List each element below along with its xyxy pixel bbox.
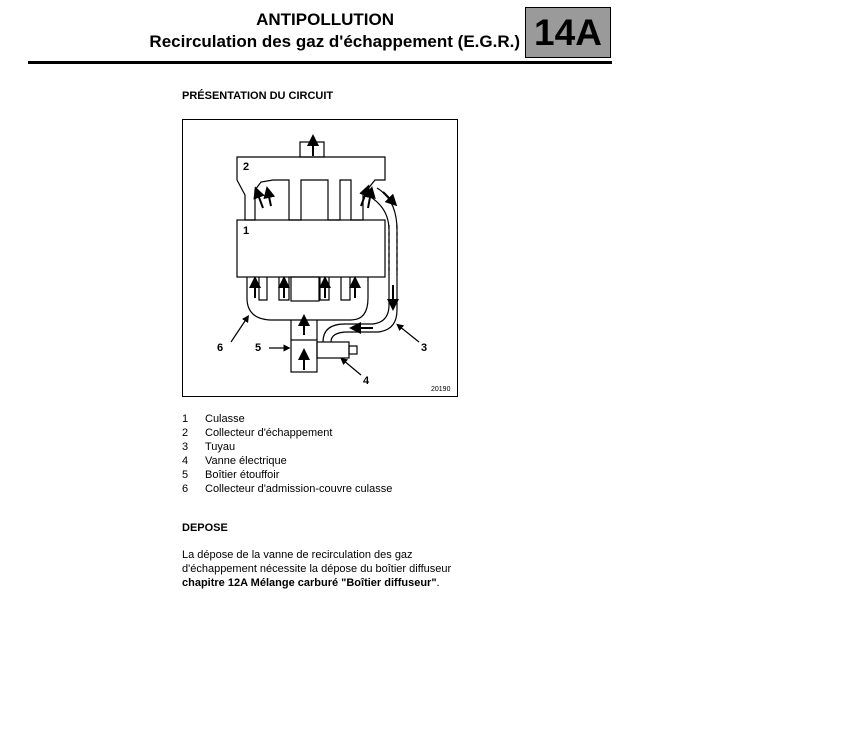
exhaust-manifold	[237, 157, 385, 220]
callout-4: 4	[363, 375, 370, 387]
egr-pipe	[331, 188, 397, 342]
section-title: ANTIPOLLUTION	[256, 10, 394, 29]
presentation-heading: PRÉSENTATION DU CIRCUIT	[182, 90, 334, 102]
depose-heading: DEPOSE	[182, 522, 228, 534]
legend-item: 6 Collecteur d'admission-couvre culasse	[182, 483, 393, 495]
figure-reference: 20190	[431, 386, 451, 393]
cylinder-head	[237, 220, 385, 277]
header-title	[20, 9, 520, 53]
page-subtitle: Recirculation des gaz d'échappement (E.G.R.)	[149, 32, 520, 52]
egr-valve	[317, 342, 349, 358]
legend-item: 5 Boîtier étouffoir	[182, 469, 280, 481]
depose-reference: chapitre 12A Mélange carburé "Boîtier diffuseur"	[182, 577, 437, 589]
callout-5: 5	[255, 342, 262, 354]
callout-1: 1	[243, 225, 250, 237]
legend-list	[182, 412, 392, 496]
legend-item: 3 Tuyau	[182, 441, 236, 453]
depose-text: La dépose de la vanne de recirculation des gaz d'échappement nécessite la dépose du boîtier diffuseur	[182, 549, 452, 575]
depose-paragraph: La dépose de la vanne de recirculation des gaz d'échappement nécessite la dépose du boîtier diffuseur chapitre 12A Mélange carburé "Boîtier diffuseur".	[182, 549, 452, 589]
chapter-badge: 14A	[525, 7, 611, 58]
callout-2: 2	[243, 161, 250, 173]
legend-item: 1 Culasse	[182, 413, 245, 425]
callout-3: 3	[421, 342, 428, 354]
callout-6: 6	[217, 342, 224, 354]
egr-circuit-diagram	[182, 119, 458, 397]
legend-item: 4 Vanne électrique	[182, 455, 287, 467]
header-divider	[28, 61, 612, 64]
circuit-drawing	[183, 120, 459, 398]
legend-item: 2 Collecteur d'échappement	[182, 427, 333, 439]
